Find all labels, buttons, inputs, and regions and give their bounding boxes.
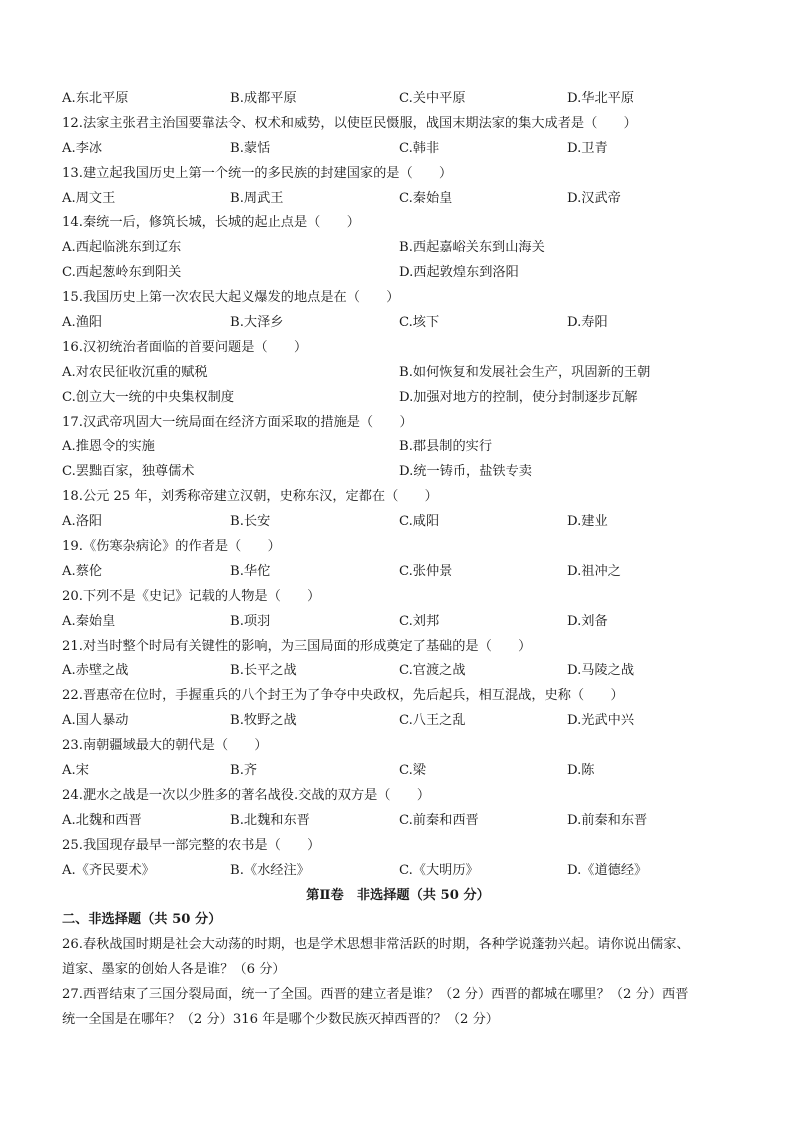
q17-options-row2 (62, 460, 734, 485)
q14-options-row1 (62, 236, 734, 261)
q17-option-d: D.统一铸币，盐铁专卖 (399, 464, 532, 480)
q22-stem: 22.晋惠帝在位时，手握重兵的八个封王为了争夺中央政权，先后起兵，相互混战，史称（ ） (62, 688, 624, 704)
q25-option-a: A.《齐民要术》 (62, 862, 155, 878)
q26-line-1: 26.春秋战国时期是社会大动荡的时期，也是学术思想非常活跃的时期，各种学说蓬勃兴起。请你说出儒家、 (62, 937, 690, 953)
q14-option-c: C.西起葱岭东到阳关 (62, 265, 182, 281)
q25-stem: 25.我国现存最早一部完整的农书是（ ） (62, 837, 321, 853)
q16-options-row2 (62, 386, 734, 411)
q25-option-d: D.《道德经》 (567, 862, 648, 878)
q18-options (62, 510, 734, 535)
q13-stem: 13.建立起我国历史上第一个统一的多民族的封建国家的是（ ） (62, 165, 453, 181)
q11-options (62, 87, 734, 112)
q15-option-b: B.大泽乡 (230, 315, 284, 331)
part-2-heading: 二、非选择题（共 50 分） (62, 912, 222, 928)
q12-option-b: B.蒙恬 (230, 140, 271, 156)
q21-option-b: B.长平之战 (230, 663, 297, 679)
q14-option-a: A.西起临洮东到辽东 (62, 240, 182, 256)
q23-options (62, 759, 734, 784)
q21-option-a: A.赤壁之战 (62, 663, 129, 679)
q27-line-1: 27.西晋结束了三国分裂局面，统一了全国。西晋的建立者是谁？（2 分）西晋的都城在哪里？（2 分）西晋 (62, 987, 689, 1003)
q15-option-d: D.寿阳 (567, 315, 608, 331)
q19-option-c: C.张仲景 (399, 563, 453, 579)
q12-option-d: D.卫青 (567, 140, 608, 156)
q17-option-b: B.郡县制的实行 (399, 439, 493, 455)
q13-option-d: D.汉武帝 (567, 190, 621, 206)
q15-stem: 15.我国历史上第一次农民大起义爆发的地点是在（ ） (62, 290, 400, 306)
q21-options (62, 659, 734, 684)
q24-options (62, 809, 734, 834)
q17-option-c: C.罢黜百家，独尊儒术 (62, 464, 195, 480)
q17-options-row1 (62, 435, 734, 460)
q18-option-a: A.洛阳 (62, 514, 103, 530)
q21-option-d: D.马陵之战 (567, 663, 635, 679)
q13-option-c: C.秦始皇 (399, 190, 453, 206)
q19-option-d: D.祖冲之 (567, 563, 621, 579)
section-2-title: 第Ⅱ卷 非选择题（共 50 分） (306, 887, 490, 903)
q18-option-c: C.咸阳 (399, 514, 440, 530)
q16-stem: 16.汉初统治者面临的首要问题是（ ） (62, 339, 308, 355)
q24-option-d: D.前秦和东晋 (567, 812, 648, 828)
q18-stem: 18.公元 25 年，刘秀称帝建立汉朝，史称东汉，定都在（ ） (62, 489, 438, 505)
q14-option-b: B.西起嘉峪关东到山海关 (399, 240, 545, 256)
q23-stem: 23.南朝疆域最大的朝代是（ ） (62, 738, 268, 754)
q19-stem: 19.《伤寒杂病论》的作者是（ ） (62, 539, 281, 555)
q24-option-b: B.北魏和东晋 (230, 812, 310, 828)
q24-stem: 24.淝水之战是一次以少胜多的著名战役.交战的双方是（ ） (62, 787, 431, 803)
q18-option-b: B.长安 (230, 514, 271, 530)
q20-option-d: D.刘备 (567, 613, 608, 629)
q11-option-b: B.成都平原 (230, 91, 297, 106)
q11-option-a: A.东北平原 (62, 91, 129, 106)
q16-option-d: D.加强对地方的控制，使分封制逐步瓦解 (399, 389, 638, 405)
q20-option-a: A.秦始皇 (62, 613, 116, 629)
q21-option-c: C.官渡之战 (399, 663, 466, 679)
q12-option-c: C.韩非 (399, 140, 440, 156)
q13-option-b: B.周武王 (230, 190, 284, 206)
q22-options (62, 709, 734, 734)
q12-option-a: A.李冰 (62, 140, 103, 156)
q16-option-b: B.如何恢复和发展社会生产，巩固新的王朝 (399, 364, 651, 380)
q14-stem: 14.秦统一后，修筑长城，长城的起止点是（ ） (62, 215, 360, 231)
q25-option-b: B.《水经注》 (230, 862, 310, 878)
q11-option-d: D.华北平原 (567, 91, 635, 106)
q11-option-c: C.关中平原 (399, 91, 466, 106)
q12-options (62, 137, 734, 162)
q21-stem: 21.对当时整个时局有关键性的影响，为三国局面的形成奠定了基础的是（ ） (62, 638, 532, 654)
q19-options (62, 560, 734, 585)
q18-option-d: D.建业 (567, 514, 608, 530)
q13-option-a: A.周文王 (62, 190, 116, 206)
q23-option-c: C.梁 (399, 763, 426, 779)
q16-option-a: A.对农民征收沉重的赋税 (62, 364, 208, 380)
q12-stem: 12.法家主张君主治国要靠法令、权术和威势，以使臣民慑服，战国末期法家的集大成者是（ ） (62, 115, 637, 131)
q17-stem: 17.汉武帝巩固大一统局面在经济方面采取的措施是（ ） (62, 414, 413, 430)
q22-option-b: B.牧野之战 (230, 713, 297, 729)
q20-options (62, 610, 734, 635)
q15-option-c: C.垓下 (399, 315, 440, 331)
exam-page (62, 87, 734, 1033)
q19-option-b: B.华佗 (230, 563, 271, 579)
q15-option-a: A.渔阳 (62, 315, 103, 331)
q22-option-c: C.八王之乱 (399, 713, 466, 729)
q23-option-b: B.齐 (230, 763, 258, 779)
q14-options-row2 (62, 261, 734, 286)
q20-option-b: B.项羽 (230, 613, 271, 629)
q14-option-d: D.西起敦煌东到洛阳 (399, 265, 519, 281)
q20-stem: 20.下列不是《史记》记载的人物是（ ） (62, 588, 321, 604)
q17-option-a: A.推恩令的实施 (62, 439, 155, 455)
q16-option-c: C.创立大一统的中央集权制度 (62, 389, 235, 405)
q20-option-c: C.刘邦 (399, 613, 440, 629)
q22-option-a: A.国人暴动 (62, 713, 129, 729)
q25-option-c: C.《大明历》 (399, 862, 479, 878)
q25-options (62, 859, 734, 884)
q24-option-a: A.北魏和西晋 (62, 812, 142, 828)
q13-options (62, 187, 734, 212)
q23-option-a: A.宋 (62, 763, 89, 779)
q16-options-row1 (62, 361, 734, 386)
q26-line-2: 道家、墨家的创始人各是谁？（6 分） (62, 962, 286, 978)
q24-option-c: C.前秦和西晋 (399, 812, 479, 828)
q15-options (62, 311, 734, 336)
q27-line-2: 统一全国是在哪年？（2 分）316 年是哪个少数民族灭掉西晋的？（2 分） (62, 1011, 499, 1027)
q23-option-d: D.陈 (567, 763, 595, 779)
q22-option-d: D.光武中兴 (567, 713, 635, 729)
q19-option-a: A.蔡伦 (62, 563, 103, 579)
